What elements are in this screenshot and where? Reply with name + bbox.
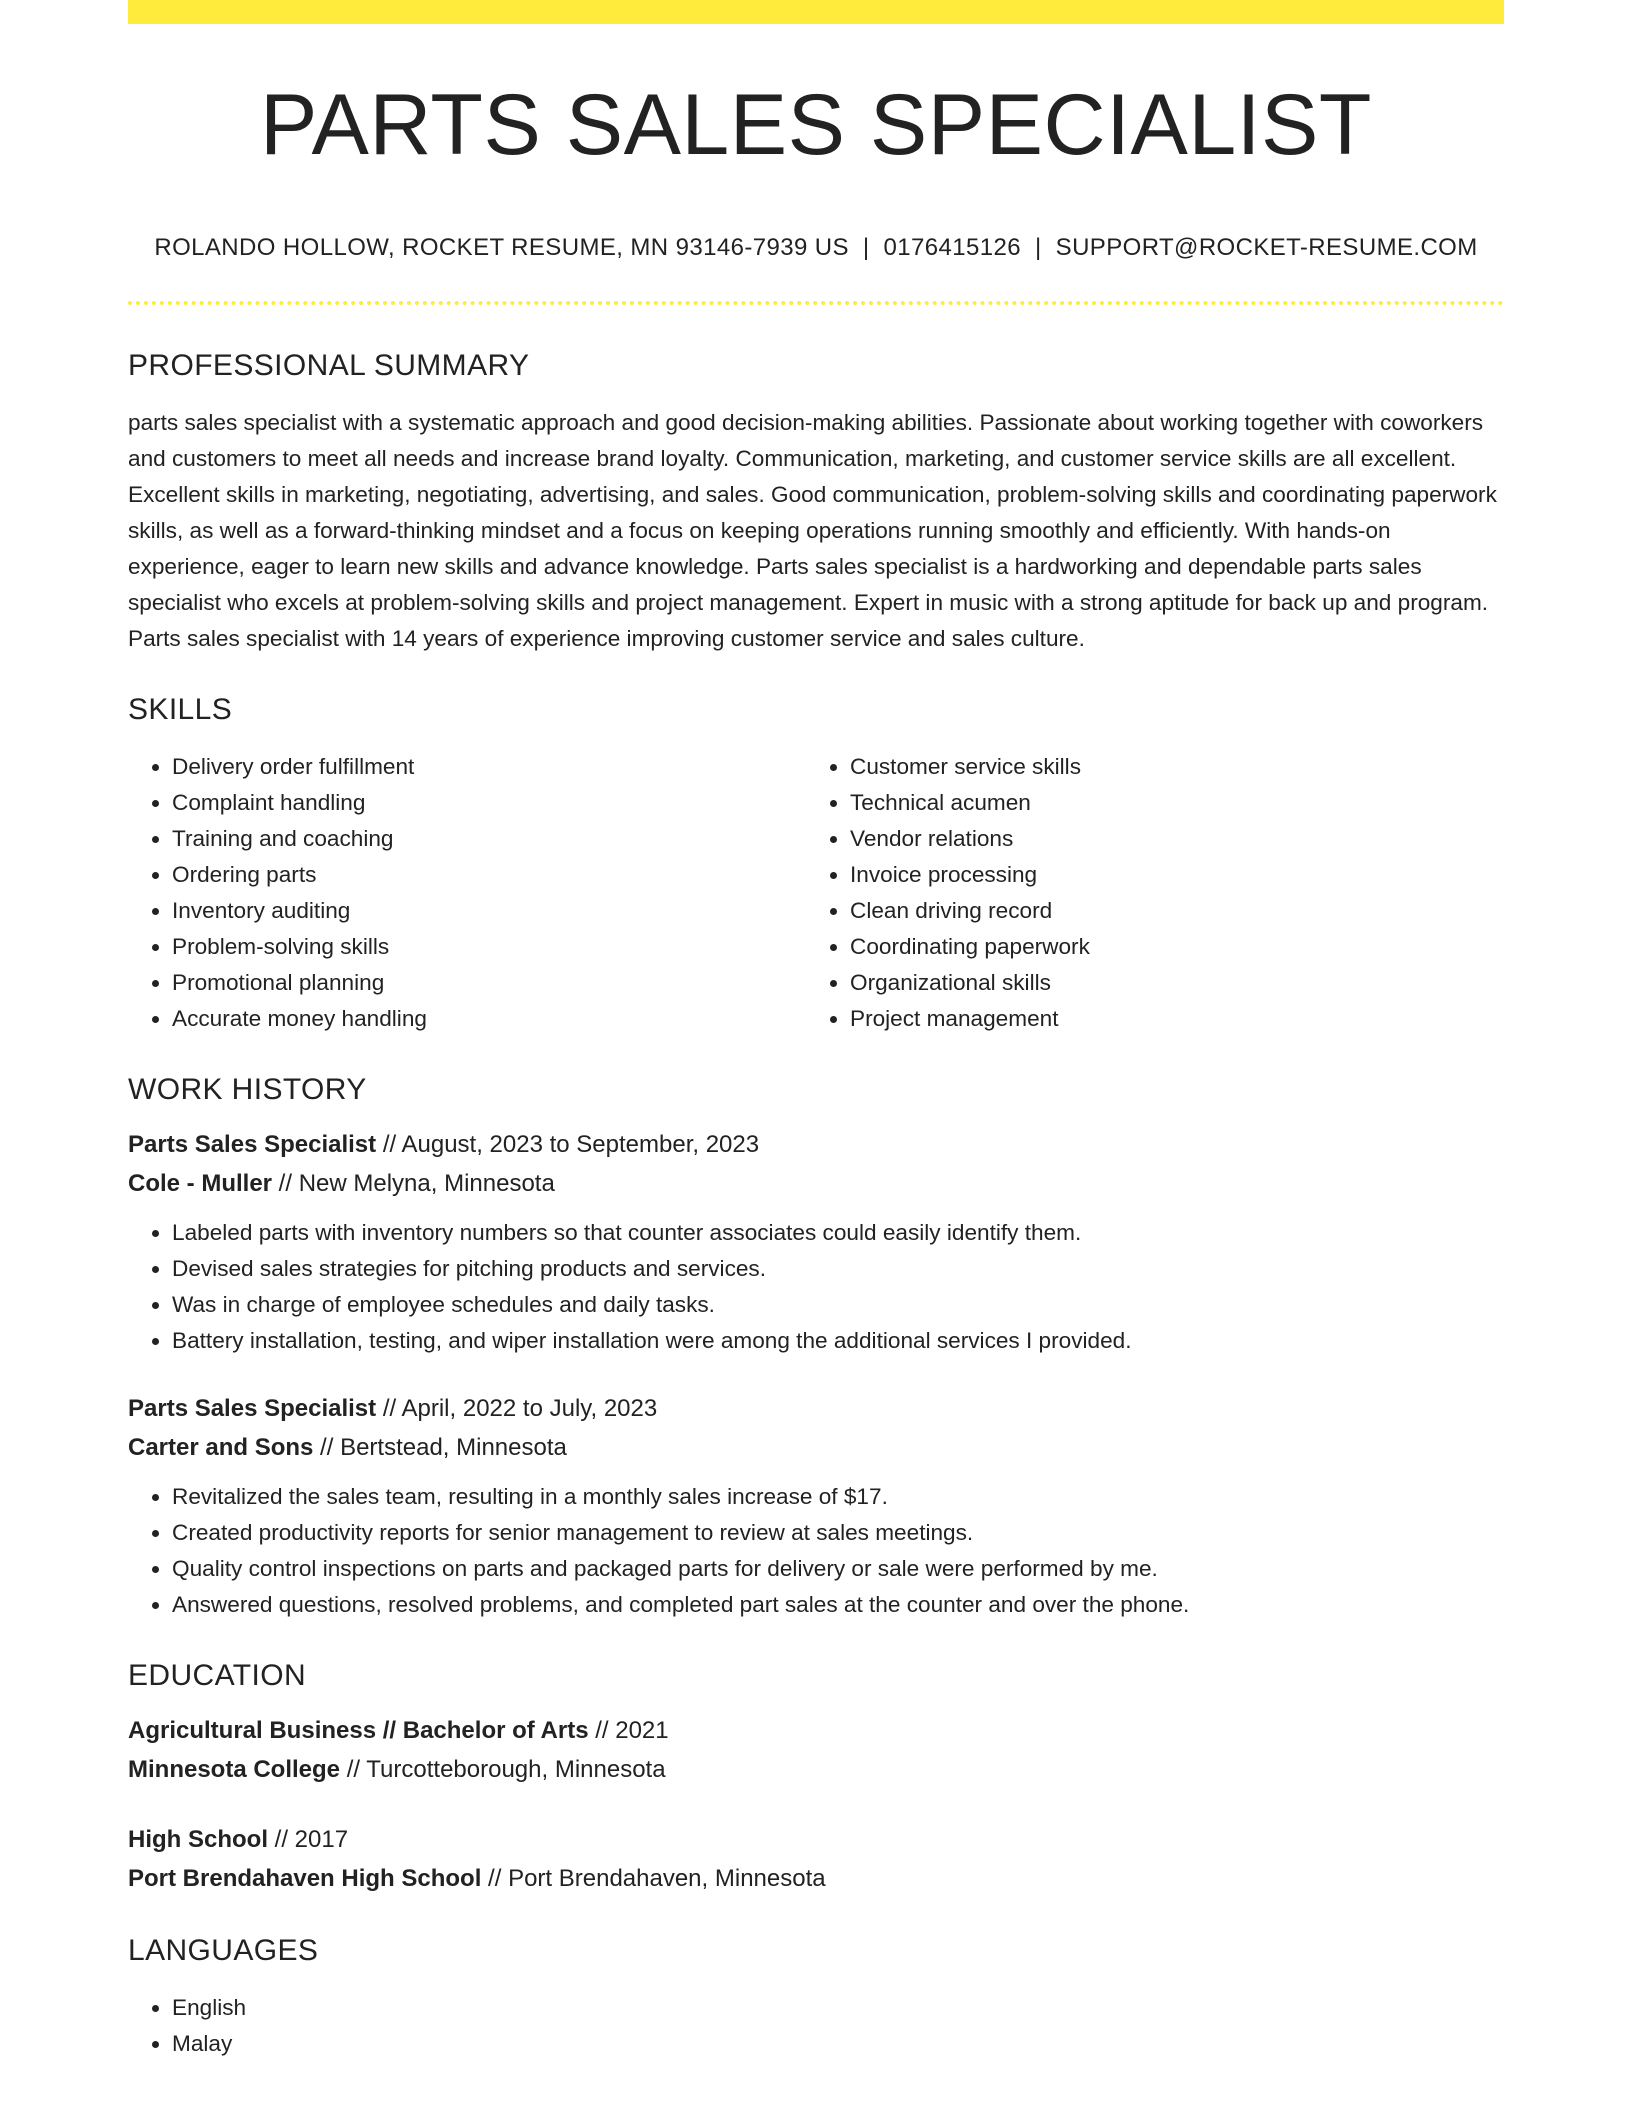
- job-bullet: • Quality control inspections on parts and packaged parts for delivery or sale were performed by me.: [172, 1551, 1504, 1587]
- summary-text: parts sales specialist with a systematic approach and good decision-making abilities. Passionate about working together with coworkers and customers to meet all needs and increase brand loyalty. Communication, marketing, and customer service skills are all excellent. Excellent skills in marketing, negotiating, advertising, and sales. Good communication, problem-solving skills and coordinating paperwork skills, as well as a forward-thinking mindset and a focus on keeping operations running smoothly and efficiently. With hands-on experience, eager to learn new skills and advance knowledge. Parts sales specialist is a hardworking and dependable parts sales specialist who excels at problem-solving skills and project management. Expert in music with a strong aptitude for back up and program. Parts sales specialist with 14 years of experience improving customer service and sales culture.: [128, 410, 1497, 651]
- languages-list: [128, 1990, 1504, 2062]
- skill-item: • Vendor relations: [850, 821, 1484, 857]
- skill-item: • Customer service skills: [850, 749, 1484, 785]
- job-bullet: • Created productivity reports for senior management to review at sales meetings.: [172, 1515, 1504, 1551]
- language-item: • English: [172, 1990, 1504, 2026]
- skill-item: • Problem-solving skills: [172, 929, 806, 965]
- resume-page: [128, 0, 1504, 2062]
- contact-separator: |: [1035, 234, 1042, 261]
- job-dates: // August, 2023 to September, 2023: [376, 1131, 760, 1158]
- skill-item: • Complaint handling: [172, 785, 806, 821]
- skill-item: • Training and coaching: [172, 821, 806, 857]
- accent-top-bar: [128, 0, 1504, 24]
- job-bullets: [128, 1215, 1504, 1359]
- job-company-line: [128, 1428, 1504, 1467]
- education-entry: [128, 1820, 1504, 1898]
- language-item: • Malay: [172, 2026, 1504, 2062]
- job-title-line: [128, 1125, 1504, 1164]
- education-school-line: [128, 1859, 1504, 1898]
- skill-item: • Accurate money handling: [172, 1001, 806, 1037]
- job-company: Cole - Muller: [128, 1170, 273, 1197]
- skill-item: • Promotional planning: [172, 965, 806, 1001]
- education-location: // Turcotteborough, Minnesota: [340, 1756, 666, 1783]
- job-title-line: [128, 1389, 1504, 1428]
- skills-column-left: [128, 749, 806, 1037]
- skill-item: • Clean driving record: [850, 893, 1484, 929]
- work-history-heading: WORK HISTORY: [128, 1073, 367, 1106]
- education-heading: EDUCATION: [128, 1659, 307, 1692]
- education-entry: [128, 1711, 1504, 1789]
- skills-column-right: [806, 749, 1484, 1037]
- contact-separator: |: [862, 234, 870, 261]
- education-year: // 2021: [588, 1717, 669, 1744]
- skill-item: • Technical acumen: [850, 785, 1484, 821]
- job-title: Parts Sales Specialist: [128, 1131, 377, 1158]
- job-company: Carter and Sons: [128, 1434, 314, 1461]
- education-school: Port Brendahaven High School: [128, 1865, 482, 1892]
- job-bullet: • Revitalized the sales team, resulting in a monthly sales increase of $17.: [172, 1479, 1504, 1515]
- skill-item: • Coordinating paperwork: [850, 929, 1484, 965]
- summary-heading: PROFESSIONAL SUMMARY: [128, 349, 530, 382]
- contact-line: [128, 236, 1504, 260]
- job-title: Parts Sales Specialist: [128, 1395, 377, 1422]
- education-degree: Agricultural Business // Bachelor of Arts: [128, 1717, 589, 1744]
- job-entry: [128, 1389, 1504, 1623]
- skill-item: • Inventory auditing: [172, 893, 806, 929]
- job-location: // Bertstead, Minnesota: [313, 1434, 567, 1461]
- education-degree-line: [128, 1711, 1504, 1750]
- job-dates: // April, 2022 to July, 2023: [376, 1395, 658, 1422]
- job-entry: [128, 1125, 1504, 1359]
- skill-item: • Project management: [850, 1001, 1484, 1037]
- skill-item: • Ordering parts: [172, 857, 806, 893]
- skill-item: • Invoice processing: [850, 857, 1484, 893]
- header-divider: [128, 301, 1504, 305]
- resume-title: PARTS SALES SPECIALIST: [260, 77, 1372, 173]
- job-bullet: • Battery installation, testing, and wiper installation were among the additional services I provided.: [172, 1323, 1504, 1359]
- skills-heading: SKILLS: [128, 693, 233, 726]
- job-bullet: • Labeled parts with inventory numbers so that counter associates could easily identify them.: [172, 1215, 1504, 1251]
- skill-item: • Delivery order fulfillment: [172, 749, 806, 785]
- job-bullet: • Devised sales strategies for pitching products and services.: [172, 1251, 1504, 1287]
- contact-phone: 0176415126: [883, 234, 1022, 261]
- job-company-line: [128, 1164, 1504, 1203]
- education-year: // 2017: [268, 1826, 349, 1853]
- job-bullet: • Was in charge of employee schedules and daily tasks.: [172, 1287, 1504, 1323]
- education-location: // Port Brendahaven, Minnesota: [481, 1865, 826, 1892]
- education-school: Minnesota College: [128, 1756, 341, 1783]
- education-degree: High School: [128, 1826, 268, 1853]
- languages-heading: LANGUAGES: [128, 1934, 319, 1967]
- education-school-line: [128, 1750, 1504, 1789]
- job-bullets: [128, 1479, 1504, 1623]
- skill-item: • Organizational skills: [850, 965, 1484, 1001]
- education-degree-line: [128, 1820, 1504, 1859]
- skills-grid: [128, 749, 1504, 1037]
- contact-email: SUPPORT@ROCKET-RESUME.COM: [1055, 234, 1478, 261]
- job-bullet: • Answered questions, resolved problems, and completed part sales at the counter and over the phone.: [172, 1587, 1504, 1623]
- job-location: // New Melyna, Minnesota: [272, 1170, 555, 1197]
- contact-address: ROLANDO HOLLOW, ROCKET RESUME, MN 93146-7939 US: [154, 234, 849, 261]
